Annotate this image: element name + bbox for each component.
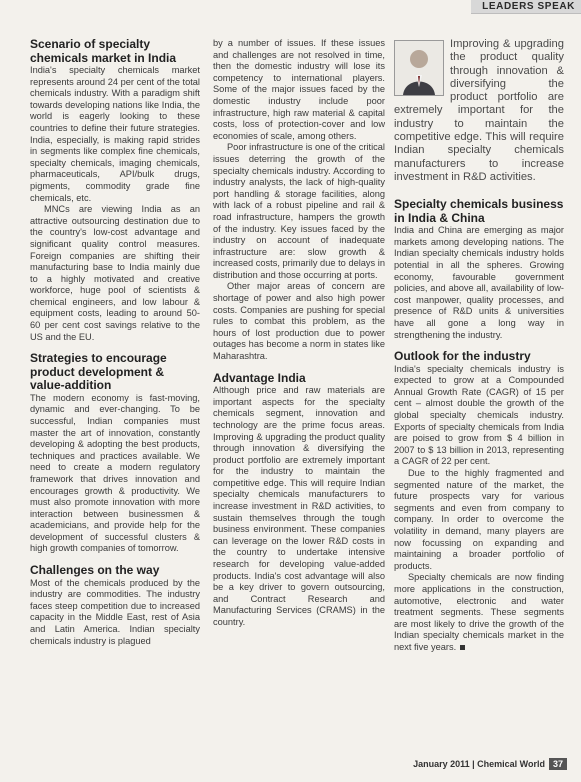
paragraph-text: Specialty chemicals are now finding more applications in the construction, automotive, electronic and water treatment segments. These segments are most likely to drive the growth of the Indian specialty chemicals market in the next five years. xyxy=(394,572,564,652)
section-tag: LEADERS SPEAK xyxy=(471,0,581,14)
column-2 xyxy=(213,38,385,629)
heading-india-china: Specialty chemicals business in India & China xyxy=(394,197,564,225)
heading-outlook: Outlook for the industry xyxy=(394,349,531,364)
paragraph: Other major areas of concern are shortage of power and also high power costs. Companies are pushing for special rules to combat this problem, as the hours of lost production due to power outages has become a norm in states like Maharashtra. xyxy=(213,281,385,362)
issue-label: January 2011 | Chemical World xyxy=(413,759,545,769)
paragraph: Poor infrastructure is one of the critical issues deterring the growth of the specialty chemicals industry. According to industry analysts, the lack of high-quality port handling & storage facilities, along with lack of a robust pipeline and rail & road infrastructure, hampers the growth of the industry. Key issues faced by the industry on account of inadequate infrastructure are: slow growth & increased costs, primarily due to delays in distribution and those occurring at ports. xyxy=(213,142,385,280)
column-1 xyxy=(30,38,200,647)
paragraph-last xyxy=(394,572,564,653)
quote-text: Improving & upgrading the product quality through innovation & diversifying the product portfolio are extremely important for the industry to maintain the competitive edge. This will require Indian specialty chemicals manufacturers to increase investment in R&D activities. xyxy=(394,38,564,183)
paragraph: India and China are emerging as major markets among developing nations. The Indian specialty chemicals industry holds potential in all the spheres. Growing economy, favourable government policies, and above all, availability of low-cost manpower, quality processes, and presence of R&D units & universities have all gone a long way in strengthening the industry. xyxy=(394,225,564,340)
paragraph: India's specialty chemicals market represents around 24 per cent of the total chemicals industry. With a paradigm shift towards developing nations like India, the world is eagerly looking to these countries to define their future strategies. India, especially, is making rapid strides in segments like complex fine chemicals, specialty chemicals, imaging chemicals, pharmaceuticals, API/bulk drugs, pigments, commodity grade fine chemicals, etc. xyxy=(30,65,200,203)
page-footer xyxy=(413,758,567,770)
paragraph: MNCs are viewing India as an attractive outsourcing destination due to the country's low-cost advantage and significant quality control measures. Foreign companies are shifting their manufacturing base to India mainly due to a highly motivated and creative workforce, huge pool of scientists & chemical engineers, and low labour & equipment costs, leading to around 50-60 per cent cost savings relative to the US and the EU. xyxy=(30,204,200,342)
heading-advantage-india: Advantage India xyxy=(213,370,306,385)
paragraph: India's specialty chemicals industry is expected to grow at a Compounded Annual Growth Rate (CAGR) of 15 per cent – almost double the growth of the global specialty chemicals industry. Exports of specialty chemicals from India are poised to grow from $ 4 billion in 2007 to $ 13 billion in 2013, representing a CAGR of 22 per cent. xyxy=(394,363,564,467)
heading-strategies: Strategies to encourage product development & value-addition xyxy=(30,351,167,393)
paragraph: Most of the chemicals produced by the industry are commodities. The industry faces steep competition due to increased capacity in the Middle East, rest of Asia and Latin America. Indian specialty chemicals industry is plagued xyxy=(30,577,200,646)
heading-challenges: Challenges on the way xyxy=(30,563,160,578)
page-number: 37 xyxy=(549,758,567,770)
end-mark-icon xyxy=(460,645,465,650)
paragraph: Although price and raw materials are important aspects for the specialty chemicals segment, innovation and technology are the prime focus areas. Improving & upgrading the product quality through innovation & diversifying the product portfolio are extremely important for the industry to maintain the competitive edge. This will require Indian specialty chemicals manufacturers to increase investment in R&D activities, to sustain themselves through the tough business environment. These companies can leverage on the lower R&D costs in the country to undertake intensive research for developing value-added products. India's cost advantage will also be a key driver to govern outsourcing, and Contract Research and Manufacturing Services (CRAMS) in the country. xyxy=(213,385,385,627)
pull-quote xyxy=(394,38,564,184)
paragraph: The modern economy is fast-moving, dynamic and ever-changing. To be successful, Indian companies must master the art of innovation, constantly developing & adopting the best products, techniques and practices available. We need to create a modern regulatory framework that drives innovation and encourages growth & productivity. We must also promote innovation with more interaction between businessmen & academicians, and provide help for the development of successful clusters & high growth companies of tomorrow. xyxy=(30,392,200,554)
paragraph: by a number of issues. If these issues and challenges are not resolved in time, then the domestic industry will lose its competency to international players. Some of the major issues faced by the domestic industry include poor infrastructure, high raw material & capital costs, loss of protection-cover and low economies of scale, among others. xyxy=(213,38,385,141)
portrait-photo xyxy=(394,40,444,96)
paragraph: Due to the highly fragmented and segmented nature of the market, the future prospects vary for various segments and even from company to company. In order to overcome the volatility in demand, many players are now focussing on expanding and maintaining a broader portfolio of products. xyxy=(394,468,564,571)
column-3 xyxy=(394,38,564,654)
heading-scenario: Scenario of specialty chemicals market in India xyxy=(30,37,177,65)
